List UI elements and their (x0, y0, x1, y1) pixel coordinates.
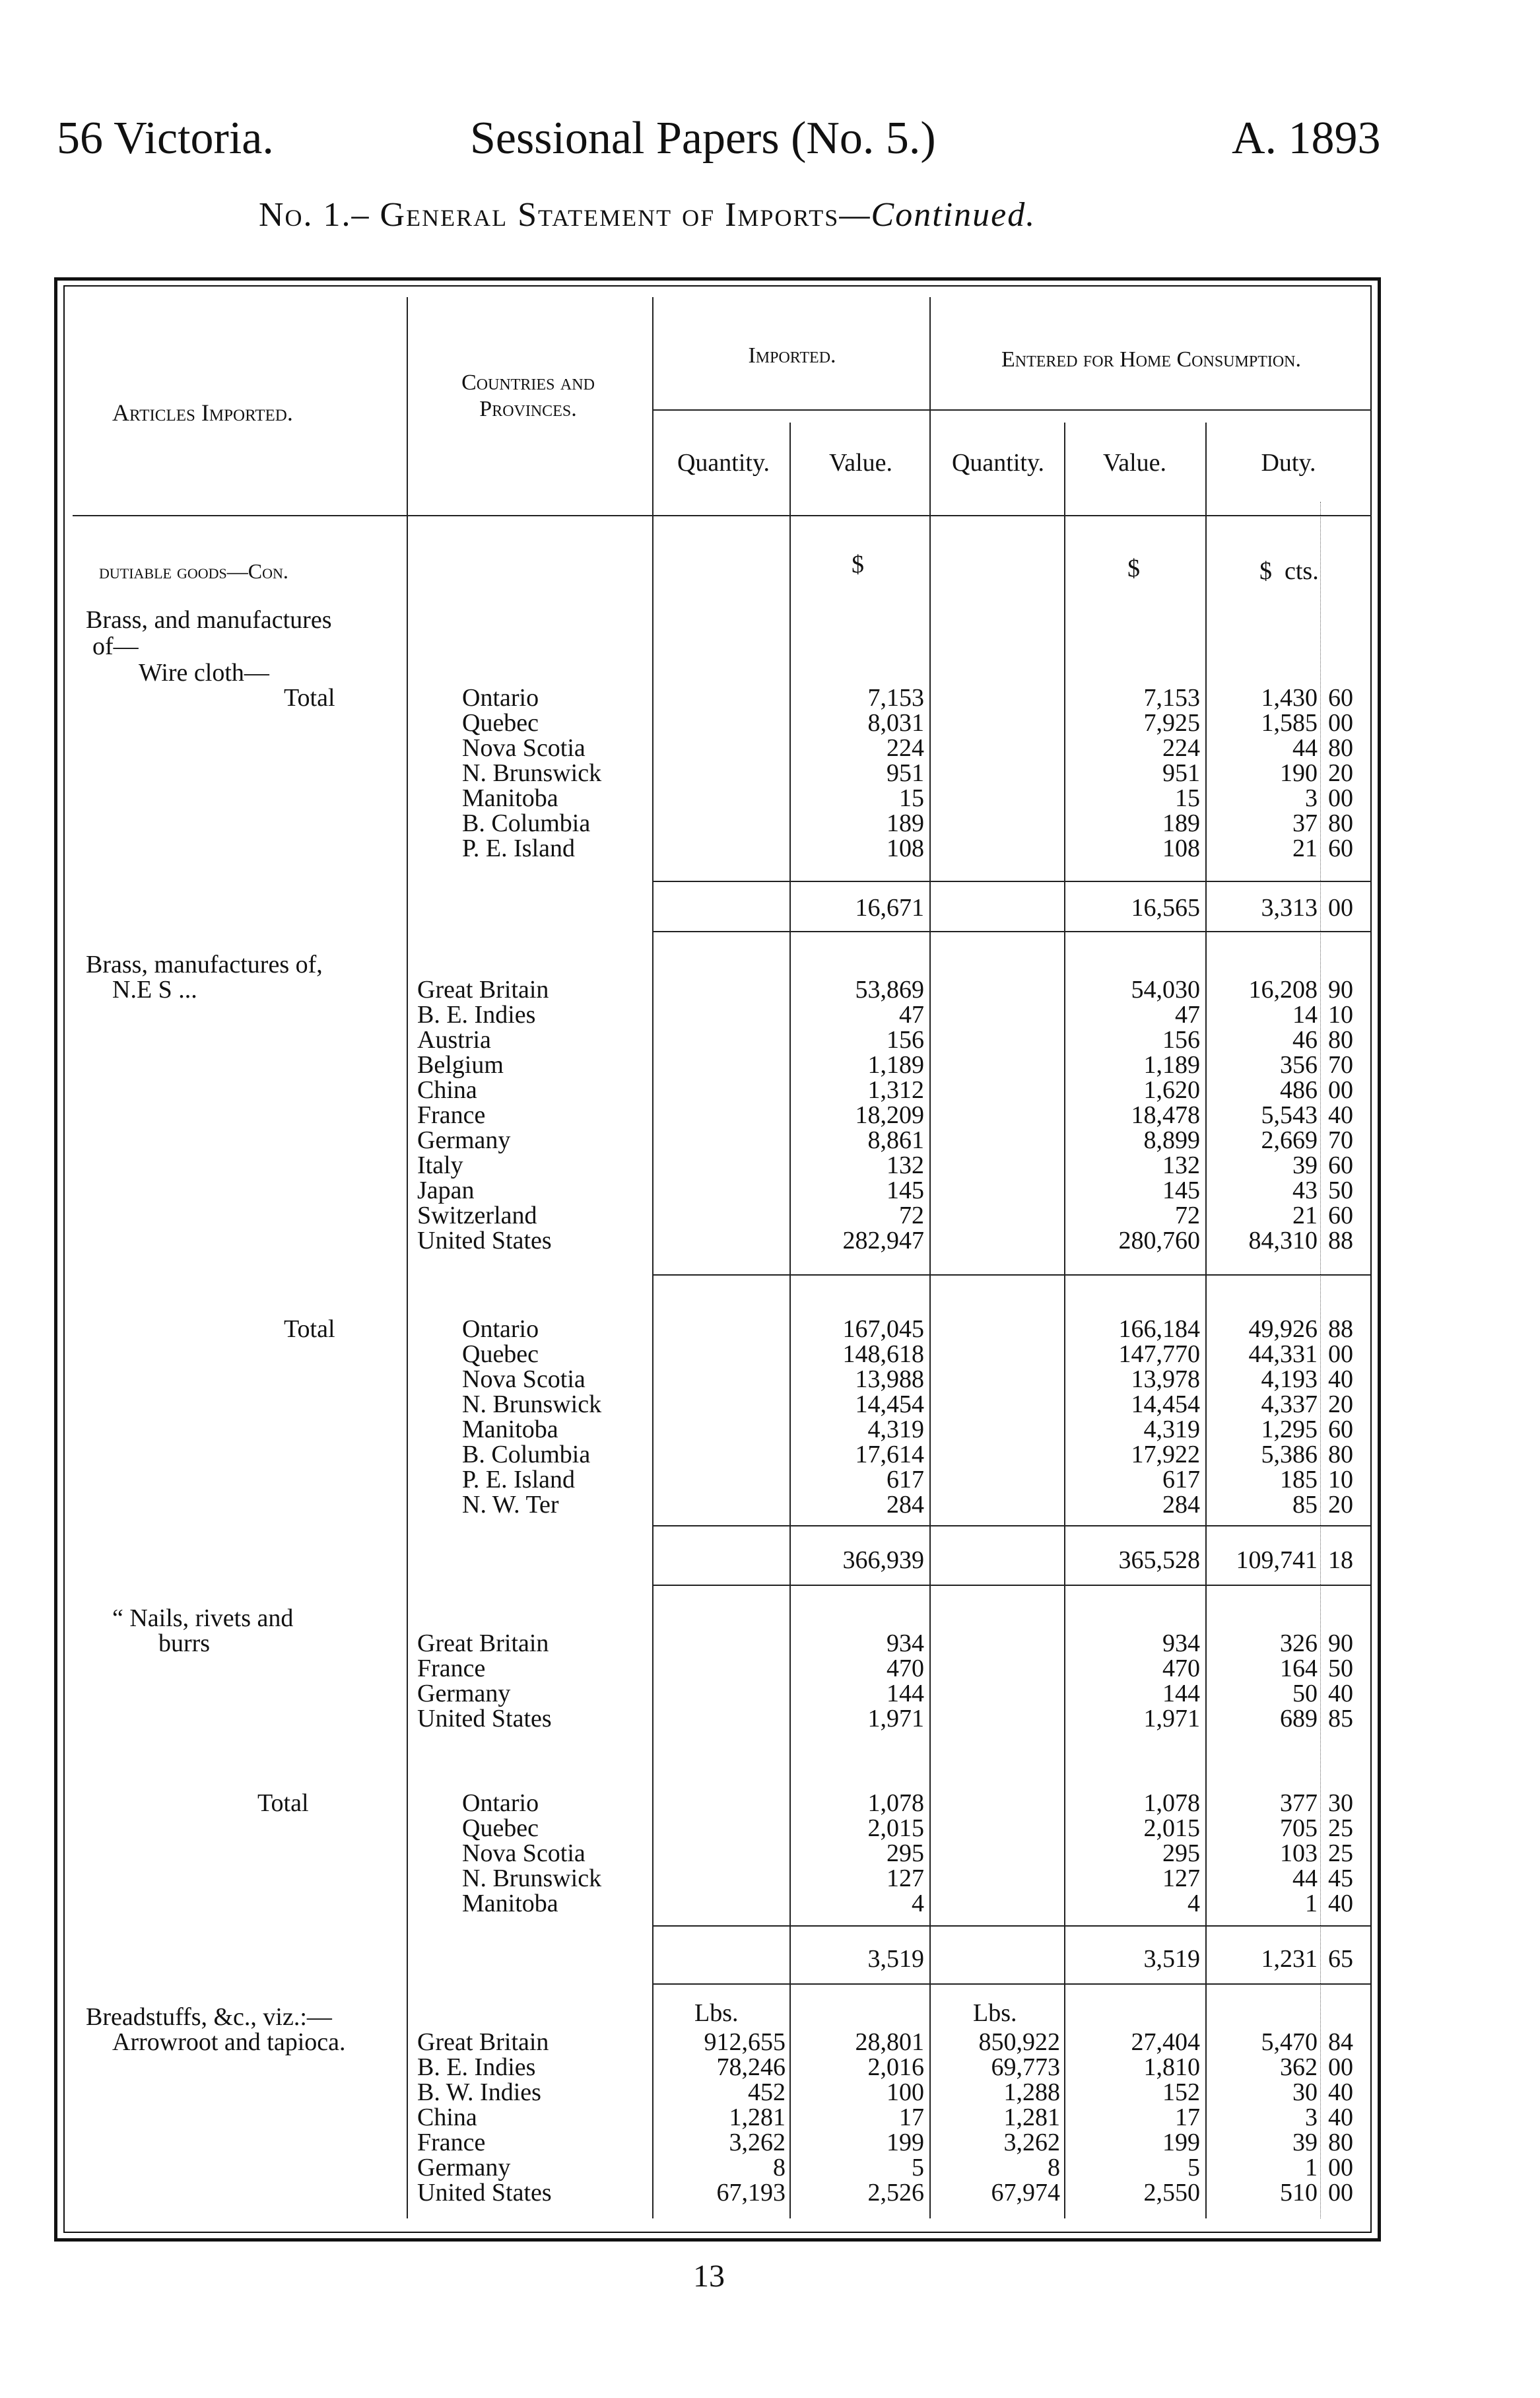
rule-block-end (653, 931, 1370, 932)
duty-dollars-cell: 689 (1280, 1705, 1318, 1732)
duty-cents-cell: 20 (1328, 1491, 1353, 1519)
country-name: France (417, 1655, 486, 1682)
sum-value: 16,671 (855, 894, 924, 922)
value-2-cell: 127 (1162, 1865, 1200, 1892)
value-cell: 470 (887, 1655, 924, 1682)
value-2-cell: 7,925 (1143, 709, 1200, 737)
value-cell: 2,016 (867, 2053, 924, 2081)
total-label: Total (284, 1315, 335, 1343)
country-name: Belgium (417, 1051, 504, 1079)
value-cell: 284 (887, 1491, 924, 1519)
duty-dollars-cell: 84,310 (1248, 1227, 1318, 1254)
value-cell: 72 (899, 1202, 924, 1229)
sum-duty-dollars: 3,313 (1261, 894, 1318, 922)
rule-block-end (653, 1983, 1370, 1985)
country-name: Great Britain (417, 2028, 549, 2056)
duty-dollars-cell: 46 (1292, 1026, 1318, 1054)
duty-dollars-cell: 3 (1305, 784, 1318, 812)
duty-dollars-cell: 37 (1292, 809, 1318, 837)
duty-cents-cell: 88 (1328, 1227, 1353, 1254)
rule-block-end (653, 1585, 1370, 1586)
value-2-cell: 72 (1175, 1202, 1200, 1229)
country-name: Japan (417, 1177, 475, 1204)
country-name: United States (417, 1227, 552, 1254)
value-2-cell: 166,184 (1118, 1315, 1200, 1343)
country-name: P. E. Island (462, 1466, 575, 1493)
col-countries-text: Countries and Provinces. (461, 370, 595, 421)
col-articles: Articles Imported. (112, 399, 293, 426)
col-value-2: Value. (1102, 449, 1167, 477)
value-cell: 167,045 (842, 1315, 924, 1343)
divider-articles (407, 297, 408, 2218)
value-cell: 1,078 (867, 1789, 924, 1817)
value-cell: 156 (887, 1026, 924, 1054)
value-cell: 145 (887, 1177, 924, 1204)
duty-dollars-cell: 5,543 (1261, 1101, 1318, 1129)
country-name: France (417, 2129, 486, 2156)
country-name: B. Columbia (462, 1441, 591, 1468)
cts-label: cts. (1285, 557, 1319, 585)
value-2-cell: 470 (1162, 1655, 1200, 1682)
total-label: Total (257, 1789, 309, 1817)
quantity-cell: 67,193 (716, 2179, 786, 2207)
quantity-2-cell: 1,281 (1003, 2104, 1060, 2131)
duty-cents-cell: 40 (1328, 2104, 1353, 2131)
col-quantity-2: Quantity. (951, 449, 1044, 477)
country-name: Germany (417, 2154, 511, 2181)
value-2-cell: 2,015 (1143, 1814, 1200, 1842)
article-name: Breadstuffs, &c., viz.:— (86, 2003, 332, 2031)
duty-dollars-cell: 362 (1280, 2053, 1318, 2081)
duty-dollars-cell: 44 (1292, 734, 1318, 762)
sum-duty-cents: 18 (1328, 1546, 1353, 1574)
quantity-2-cell: 69,773 (991, 2053, 1060, 2081)
value-2-cell: 17 (1175, 2104, 1200, 2131)
value-cell: 1,312 (867, 1076, 924, 1104)
dollar-imported: $ (852, 551, 864, 578)
duty-cents-cell: 60 (1328, 835, 1353, 862)
duty-dollars-cell: 510 (1280, 2179, 1318, 2207)
value-cell: 144 (887, 1680, 924, 1707)
duty-cents-cell: 30 (1328, 1789, 1353, 1817)
duty-cents-cell: 20 (1328, 759, 1353, 787)
value-cell: 14,454 (855, 1390, 924, 1418)
value-cell: 8,861 (867, 1126, 924, 1154)
quantity-cell: 78,246 (716, 2053, 786, 2081)
header-center: Sessional Papers (No. 5.) (470, 113, 936, 164)
duty-dollars-cell: 4,337 (1261, 1390, 1318, 1418)
col-countries (416, 370, 640, 423)
value-2-cell: 18,478 (1131, 1101, 1200, 1129)
duty-dollars-cell: 2,669 (1261, 1126, 1318, 1154)
value-2-cell: 4 (1188, 1890, 1200, 1917)
value-cell: 1,189 (867, 1051, 924, 1079)
value-2-cell: 108 (1162, 835, 1200, 862)
duty-dollars-cell: 1 (1305, 1890, 1318, 1917)
duty-cents-cell: 00 (1328, 2154, 1353, 2181)
col-imported: Imported. (748, 343, 836, 368)
value-cell: 1,971 (867, 1705, 924, 1732)
duty-cents-cell: 80 (1328, 809, 1353, 837)
value-2-cell: 147,770 (1118, 1340, 1200, 1368)
duty-cents-cell: 84 (1328, 2028, 1353, 2056)
duty-dollars-cell: 21 (1292, 835, 1318, 862)
duty-dollars-cell: 21 (1292, 1202, 1318, 1229)
header-left: 56 Victoria. (57, 113, 274, 164)
duty-cents-cell: 40 (1328, 1680, 1353, 1707)
duty-cents-cell: 00 (1328, 709, 1353, 737)
value-2-cell: 14,454 (1131, 1390, 1200, 1418)
quantity-cell: 452 (748, 2078, 786, 2106)
unit-label: Lbs. (973, 1999, 1017, 2027)
duty-dollars-cell: 103 (1280, 1839, 1318, 1867)
value-2-cell: 284 (1162, 1491, 1200, 1519)
header-right: A. 1893 (1232, 113, 1381, 164)
duty-dollars-cell: 5,470 (1261, 2028, 1318, 2056)
duty-dollars-cell: 326 (1280, 1629, 1318, 1657)
value-cell: 934 (887, 1629, 924, 1657)
value-2-cell: 280,760 (1118, 1227, 1200, 1254)
duty-cents-cell: 60 (1328, 1416, 1353, 1443)
article-name: “ Nails, rivets and (112, 1604, 294, 1632)
rule-head-bottom (73, 515, 1372, 516)
value-cell: 15 (899, 784, 924, 812)
duty-cents-cell: 88 (1328, 1315, 1353, 1343)
value-2-cell: 224 (1162, 734, 1200, 762)
duty-cents-cell: 00 (1328, 2053, 1353, 2081)
article-name: of— (92, 633, 139, 660)
divider-countries (652, 297, 653, 2218)
duty-cents-cell: 80 (1328, 2129, 1353, 2156)
sum-value: 366,939 (842, 1546, 924, 1574)
duty-cents-cell: 00 (1328, 1076, 1353, 1104)
duty-cents-cell: 80 (1328, 1441, 1353, 1468)
value-cell: 4 (912, 1890, 924, 1917)
duty-cents-cell: 00 (1328, 2179, 1353, 2207)
col-quantity: Quantity. (677, 449, 770, 477)
value-cell: 13,988 (855, 1365, 924, 1393)
duty-dollars-cell: 44,331 (1248, 1340, 1318, 1368)
country-name: Quebec (462, 1340, 539, 1368)
country-name: Germany (417, 1126, 511, 1154)
value-cell: 282,947 (842, 1227, 924, 1254)
duty-dollars-cell: 1,295 (1261, 1416, 1318, 1443)
subtitle-prefix: No. 1.– General Statement of Imports (259, 196, 840, 234)
article-name: N.E S ... (112, 976, 197, 1004)
divider-imported (929, 297, 931, 2218)
value-2-cell: 54,030 (1131, 976, 1200, 1004)
col-duty: Duty. (1261, 449, 1316, 477)
country-name: N. Brunswick (462, 1865, 602, 1892)
quantity-cell: 1,281 (729, 2104, 786, 2131)
country-name: Great Britain (417, 976, 549, 1004)
duty-dollars-cell: 1,585 (1261, 709, 1318, 737)
duty-dollars-cell: 85 (1292, 1491, 1318, 1519)
value-cell: 108 (887, 835, 924, 862)
quantity-2-cell: 1,288 (1003, 2078, 1060, 2106)
duty-cents-cell: 70 (1328, 1051, 1353, 1079)
country-name: China (417, 2104, 477, 2131)
country-name: Great Britain (417, 1629, 549, 1657)
country-name: Ontario (462, 684, 539, 712)
divider-duty-cts (1320, 502, 1321, 2218)
duty-cents-cell: 25 (1328, 1814, 1353, 1842)
country-name: Ontario (462, 1315, 539, 1343)
total-label: Total (284, 684, 335, 712)
value-2-cell: 951 (1162, 759, 1200, 787)
duty-dollars-cell: 14 (1292, 1001, 1318, 1029)
value-cell: 7,153 (867, 684, 924, 712)
value-cell: 2,526 (867, 2179, 924, 2207)
country-name: P. E. Island (462, 835, 575, 862)
duty-cents-cell: 10 (1328, 1466, 1353, 1493)
duty-cents-cell: 40 (1328, 1365, 1353, 1393)
duty-dollars-cell: 190 (1280, 759, 1318, 787)
value-cell: 617 (887, 1466, 924, 1493)
value-2-cell: 189 (1162, 809, 1200, 837)
article-name: burrs (158, 1629, 211, 1657)
duty-dollars-cell: 30 (1292, 2078, 1318, 2106)
value-cell: 17 (899, 2104, 924, 2131)
value-2-cell: 1,078 (1143, 1789, 1200, 1817)
value-cell: 224 (887, 734, 924, 762)
duty-cents-cell: 40 (1328, 1101, 1353, 1129)
article-name: Arrowroot and tapioca. (112, 2028, 346, 2056)
duty-dollars-cell: 3 (1305, 2104, 1318, 2131)
duty-dollars-cell: 164 (1280, 1655, 1318, 1682)
value-2-cell: 1,971 (1143, 1705, 1200, 1732)
sum-value: 3,519 (867, 1945, 924, 1973)
country-name: Nova Scotia (462, 1839, 586, 1867)
country-name: N. Brunswick (462, 759, 602, 787)
value-2-cell: 617 (1162, 1466, 1200, 1493)
sum-duty-dollars: 1,231 (1261, 1945, 1318, 1973)
sum-value-2: 3,519 (1143, 1945, 1200, 1973)
value-2-cell: 295 (1162, 1839, 1200, 1867)
country-name: Italy (417, 1151, 463, 1179)
value-2-cell: 1,810 (1143, 2053, 1200, 2081)
country-name: China (417, 1076, 477, 1104)
quantity-2-cell: 3,262 (1003, 2129, 1060, 2156)
sum-value-2: 365,528 (1118, 1546, 1200, 1574)
value-2-cell: 152 (1162, 2078, 1200, 2106)
quantity-2-cell: 850,922 (978, 2028, 1060, 2056)
duty-cents-cell: 00 (1328, 784, 1353, 812)
duty-dollars-cell: 44 (1292, 1865, 1318, 1892)
value-2-cell: 13,978 (1131, 1365, 1200, 1393)
duty-cents-cell: 80 (1328, 1026, 1353, 1054)
sum-duty-dollars: 109,741 (1236, 1546, 1318, 1574)
article-name: Brass, and manufactures (86, 606, 332, 634)
value-cell: 4,319 (867, 1416, 924, 1443)
duty-dollars-cell: 1 (1305, 2154, 1318, 2181)
quantity-2-cell: 8 (1048, 2154, 1060, 2181)
value-cell: 5 (912, 2154, 924, 2181)
country-name: N. Brunswick (462, 1390, 602, 1418)
value-cell: 127 (887, 1865, 924, 1892)
quantity-cell: 3,262 (729, 2129, 786, 2156)
country-name: Switzerland (417, 1202, 537, 1229)
subtitle-suffix: —Continued. (839, 196, 1036, 234)
value-cell: 8,031 (867, 709, 924, 737)
duty-dollars-cell: 50 (1292, 1680, 1318, 1707)
dollar-duty (1259, 559, 1319, 584)
col-entered: Entered for Home Consumption. (1001, 347, 1302, 372)
country-name: Manitoba (462, 1416, 558, 1443)
country-name: United States (417, 1705, 552, 1732)
value-2-cell: 145 (1162, 1177, 1200, 1204)
duty-cents-cell: 90 (1328, 1629, 1353, 1657)
country-name: United States (417, 2179, 552, 2207)
country-name: N. W. Ter (462, 1491, 559, 1519)
country-name: France (417, 1101, 486, 1129)
rule-group-head (652, 409, 1372, 411)
duty-cents-cell: 60 (1328, 684, 1353, 712)
value-2-cell: 4,319 (1143, 1416, 1200, 1443)
country-name: Quebec (462, 1814, 539, 1842)
value-2-cell: 47 (1175, 1001, 1200, 1029)
duty-cents-cell: 80 (1328, 734, 1353, 762)
duty-dollars-cell: 4,193 (1261, 1365, 1318, 1393)
duty-cents-cell: 40 (1328, 2078, 1353, 2106)
value-2-cell: 8,899 (1143, 1126, 1200, 1154)
value-2-cell: 1,620 (1143, 1076, 1200, 1104)
value-2-cell: 156 (1162, 1026, 1200, 1054)
country-name: Nova Scotia (462, 734, 586, 762)
value-cell: 47 (899, 1001, 924, 1029)
dollar-entered: $ (1127, 555, 1140, 582)
value-cell: 148,618 (842, 1340, 924, 1368)
country-name: B. E. Indies (417, 2053, 536, 2081)
value-2-cell: 7,153 (1143, 684, 1200, 712)
duty-cents-cell: 00 (1328, 1340, 1353, 1368)
table-subtitle (259, 195, 1183, 234)
quantity-2-cell: 67,974 (991, 2179, 1060, 2207)
value-cell: 189 (887, 809, 924, 837)
rule-subtotal (653, 1274, 1370, 1276)
value-cell: 951 (887, 759, 924, 787)
value-cell: 295 (887, 1839, 924, 1867)
country-name: Austria (417, 1026, 491, 1054)
value-cell: 2,015 (867, 1814, 924, 1842)
value-2-cell: 1,189 (1143, 1051, 1200, 1079)
duty-dollars-cell: 16,208 (1248, 976, 1318, 1004)
country-name: Quebec (462, 709, 539, 737)
value-2-cell: 2,550 (1143, 2179, 1200, 2207)
duty-cents-cell: 40 (1328, 1890, 1353, 1917)
duty-cents-cell: 10 (1328, 1001, 1353, 1029)
value-2-cell: 15 (1175, 784, 1200, 812)
country-name: Germany (417, 1680, 511, 1707)
value-2-cell: 5 (1188, 2154, 1200, 2181)
country-name: Manitoba (462, 1890, 558, 1917)
duty-dollars-cell: 705 (1280, 1814, 1318, 1842)
rule-subtotal (653, 1925, 1370, 1927)
value-cell: 28,801 (855, 2028, 924, 2056)
quantity-cell: 912,655 (704, 2028, 786, 2056)
country-name: B. W. Indies (417, 2078, 541, 2106)
quantity-cell: 8 (773, 2154, 786, 2181)
page-number: 13 (693, 2259, 725, 2294)
value-2-cell: 934 (1162, 1629, 1200, 1657)
value-cell: 53,869 (855, 976, 924, 1004)
duty-dollars-cell: 185 (1280, 1466, 1318, 1493)
country-name: B. Columbia (462, 809, 591, 837)
value-2-cell: 27,404 (1131, 2028, 1200, 2056)
value-cell: 18,209 (855, 1101, 924, 1129)
duty-dollars-cell: 39 (1292, 1151, 1318, 1179)
section-label: dutiable goods—Con. (99, 559, 288, 583)
duty-cents-cell: 45 (1328, 1865, 1353, 1892)
duty-cents-cell: 50 (1328, 1655, 1353, 1682)
duty-dollars-cell: 49,926 (1248, 1315, 1318, 1343)
value-2-cell: 199 (1162, 2129, 1200, 2156)
article-name: Wire cloth— (139, 659, 269, 687)
sum-duty-cents: 00 (1328, 894, 1353, 922)
sum-duty-cents: 65 (1328, 1945, 1353, 1973)
duty-dollars-cell: 43 (1292, 1177, 1318, 1204)
value-2-cell: 132 (1162, 1151, 1200, 1179)
country-name: Ontario (462, 1789, 539, 1817)
country-name: B. E. Indies (417, 1001, 536, 1029)
value-2-cell: 17,922 (1131, 1441, 1200, 1468)
duty-dollars-cell: 377 (1280, 1789, 1318, 1817)
value-2-cell: 144 (1162, 1680, 1200, 1707)
duty-dollars-cell: 39 (1292, 2129, 1318, 2156)
duty-cents-cell: 60 (1328, 1151, 1353, 1179)
value-cell: 17,614 (855, 1441, 924, 1468)
duty-dollars-cell: 1,430 (1261, 684, 1318, 712)
duty-cents-cell: 85 (1328, 1705, 1353, 1732)
duty-cents-cell: 90 (1328, 976, 1353, 1004)
duty-dollars-cell: 356 (1280, 1051, 1318, 1079)
duty-cents-cell: 25 (1328, 1839, 1353, 1867)
value-cell: 199 (887, 2129, 924, 2156)
duty-cents-cell: 50 (1328, 1177, 1353, 1204)
rule-subtotal (653, 881, 1370, 882)
unit-label: Lbs. (694, 1999, 739, 2027)
country-name: Manitoba (462, 784, 558, 812)
col-value: Value. (828, 449, 893, 477)
dollar-duty-sign: $ (1259, 557, 1272, 585)
duty-cents-cell: 70 (1328, 1126, 1353, 1154)
country-name: Nova Scotia (462, 1365, 586, 1393)
duty-cents-cell: 20 (1328, 1390, 1353, 1418)
duty-dollars-cell: 5,386 (1261, 1441, 1318, 1468)
article-name: Brass, manufactures of, (86, 951, 323, 978)
sum-value-2: 16,565 (1131, 894, 1200, 922)
value-cell: 100 (887, 2078, 924, 2106)
duty-cents-cell: 60 (1328, 1202, 1353, 1229)
rule-subtotal (653, 1525, 1370, 1526)
duty-dollars-cell: 486 (1280, 1076, 1318, 1104)
value-cell: 132 (887, 1151, 924, 1179)
